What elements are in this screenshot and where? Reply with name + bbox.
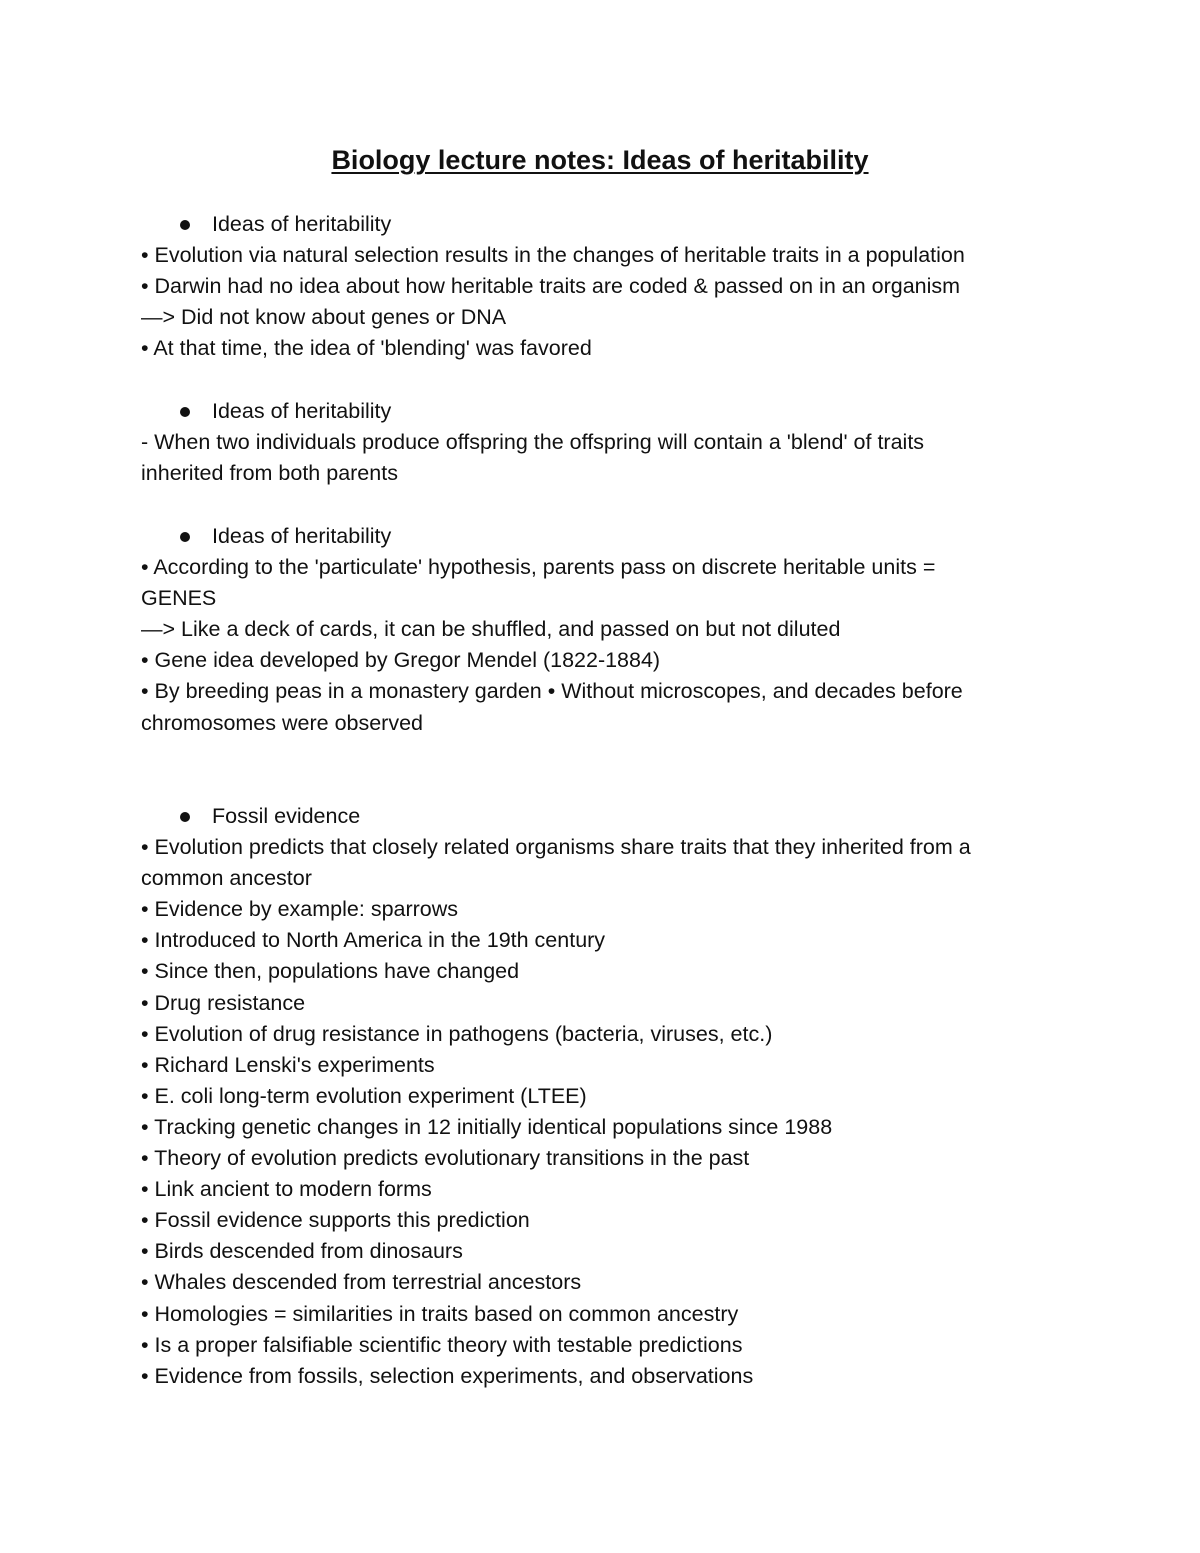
note-line: inherited from both parents [141, 461, 398, 486]
section-fossil-evidence [141, 801, 1071, 1392]
note-line: GENES [141, 586, 217, 611]
document-title: Biology lecture notes: Ideas of heritability [331, 145, 869, 175]
note-line: • Homologies = similarities in traits based on common ancestry [141, 1301, 739, 1326]
bullet-icon [180, 812, 190, 822]
note-line: • Since then, populations have changed [141, 959, 520, 984]
note-line: • Richard Lenski's experiments [141, 1052, 435, 1077]
note-line: - When two individuals produce offspring the offspring will contain a 'blend' of traits [141, 430, 925, 455]
note-line: • At that time, the idea of 'blending' was favored [141, 336, 592, 361]
note-line: • According to the 'particulate' hypothesis, parents pass on discrete heritable units = [141, 555, 936, 580]
note-line: —> Like a deck of cards, it can be shuffled, and passed on but not diluted [141, 617, 841, 642]
note-line: • Theory of evolution predicts evolutionary transitions in the past [141, 1146, 750, 1171]
note-line: • Fossil evidence supports this prediction [141, 1208, 530, 1233]
note-line: • Drug resistance [141, 990, 306, 1015]
section-ideas-of-heritability-3 [141, 521, 1071, 739]
section-heading-text: Ideas of heritability [212, 212, 392, 236]
note-line: • Introduced to North America in the 19th century [141, 928, 606, 953]
section-heading [141, 209, 1071, 240]
section-heading-text: Ideas of heritability [212, 399, 392, 423]
note-line: • Darwin had no idea about how heritable traits are coded & passed on in an organism [141, 274, 961, 299]
note-line: • Is a proper falsifiable scientific theory with testable predictions [141, 1332, 743, 1357]
note-line: • Birds descended from dinosaurs [141, 1239, 463, 1264]
section-heading [141, 801, 1071, 832]
note-line: • Gene idea developed by Gregor Mendel (1822-1884) [141, 648, 661, 673]
note-line: common ancestor [141, 866, 312, 891]
section-ideas-of-heritability-1 [141, 209, 1071, 364]
note-line: —> Did not know about genes or DNA [141, 305, 507, 330]
section-heading-text: Ideas of heritability [212, 524, 392, 548]
bullet-icon [180, 532, 190, 542]
note-line: • Link ancient to modern forms [141, 1177, 432, 1202]
note-line: • Evidence by example: sparrows [141, 897, 459, 922]
bullet-icon [180, 220, 190, 230]
section-heading [141, 521, 1071, 552]
note-line: • Whales descended from terrestrial ancestors [141, 1270, 582, 1295]
note-line: • Evolution via natural selection results in the changes of heritable traits in a population [141, 243, 965, 268]
note-line: • By breeding peas in a monastery garden • Without microscopes, and decades before [141, 679, 963, 704]
note-line: • Evolution of drug resistance in pathogens (bacteria, viruses, etc.) [141, 1021, 773, 1046]
section-heading-text: Fossil evidence [212, 804, 361, 828]
note-line: chromosomes were observed [141, 710, 424, 735]
note-line: • E. coli long-term evolution experiment (LTEE) [141, 1083, 587, 1108]
note-line: • Tracking genetic changes in 12 initially identical populations since 1988 [141, 1114, 833, 1139]
bullet-icon [180, 407, 190, 417]
note-line: • Evidence from fossils, selection experiments, and observations [141, 1363, 754, 1388]
note-line: • Evolution predicts that closely related organisms share traits that they inherited from a [141, 835, 971, 860]
section-ideas-of-heritability-2 [141, 396, 1071, 489]
section-heading [141, 396, 1071, 427]
